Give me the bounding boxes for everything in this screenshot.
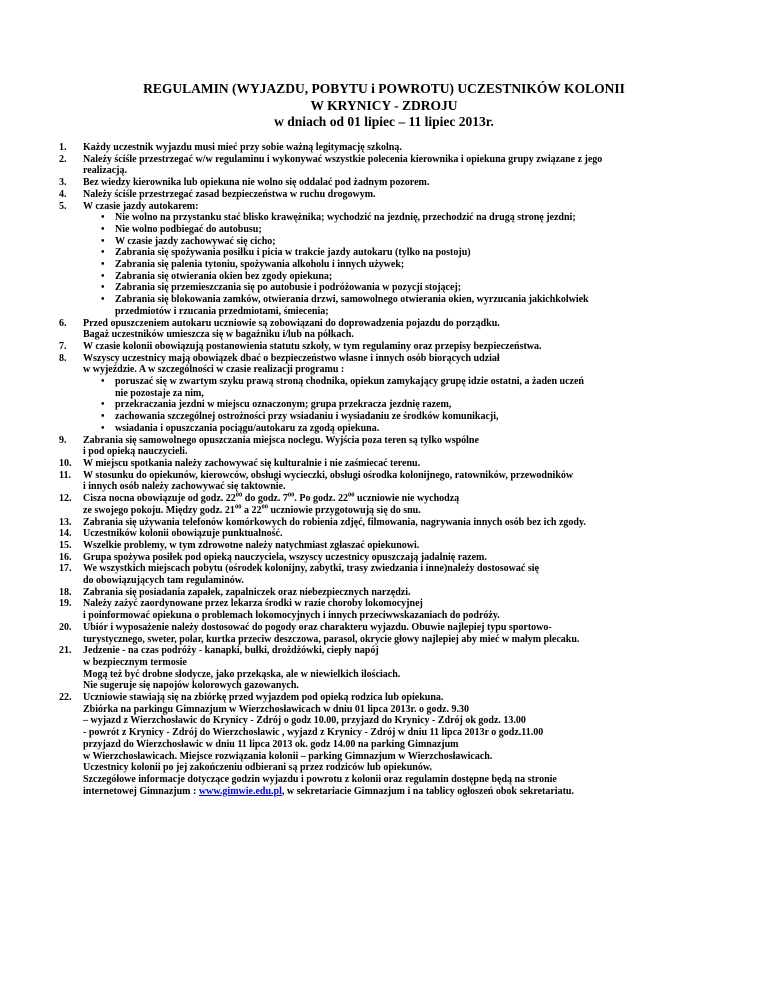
rule-text: Uczestników kolonii obowiązuje punktualność. [83, 528, 283, 540]
bullet-text: Zabrania się przemieszczania się po autobusie i podróżowania w pozycji stojącej; [115, 282, 462, 294]
rule-number: 6. [59, 317, 67, 329]
rule-text: W czasie kolonii obowiązują postanowienia statutu szkoły, w tym regulaminy oraz przepisy bezpieczeństwa. [83, 340, 542, 352]
rule-22-cont: w Wierzchosławicach. Miejsce rozwiązania kolonii – parking Gimnazjum w Wierzchosławicach. [83, 750, 493, 762]
rule-3 [59, 177, 739, 189]
rule-19-cont: i poinformować opiekuna o problemach lokomocyjnych i innych przeciwwskazaniach do podróży. [83, 610, 500, 622]
bullet-icon: • [101, 399, 105, 411]
bullet-cont: nie pozostaje za nim, [115, 387, 204, 399]
rule-number: 1. [59, 142, 67, 153]
rule-6 [59, 318, 739, 330]
rule-number: 17. [59, 563, 72, 575]
rule-15 [59, 540, 739, 552]
rule-21 [59, 645, 739, 657]
bullet-icon: • [101, 376, 105, 388]
rule-22-part: internetowej Gimnazjum : [83, 785, 199, 797]
rule-17-cont: do obowiązujących tam regulaminów. [83, 575, 244, 587]
bullet-item [59, 247, 739, 259]
rule-12-part: do godz. 7 [242, 493, 288, 505]
rule-text: Należy ściśle przestrzegać w/w regulaminu i wykonywać wszystkie polecenia kierownika i opiekuna grupy związane z jego [83, 153, 603, 165]
rule-20-cont: turystycznego, sweter, polar, kurtka przeciw deszczowa, parasol, okrycie głowy najlepiej aby mieć w małym plecaku. [83, 633, 580, 645]
bullet-text: Nie wolno na przystanku stać blisko krawężnika; wychodzić na jezdnię, przechodzić na drugą stronę jezdni; [115, 212, 576, 224]
rule-22-cont: Zbiórka na parkingu Gimnazjum w Wierzchosławicach w dniu 01 lipca 2013r. o godz. 9.30 [83, 703, 469, 715]
rule-text: W miejscu spotkania należy zachowywać się kulturalnie i nie zaśmiecać terenu. [83, 457, 421, 469]
rule-number: 7. [59, 340, 67, 352]
rule-text: W stosunku do opiekunów, kierowców, obsługi wycieczki, obsługi ośrodka kolonijnego, ratowników, przewodników [83, 469, 574, 481]
rule-9 [59, 435, 739, 447]
rule-22-cont: - powrót z Krynicy - Zdrój do Wierzchosławic , wyjazd z Krynicy - Zdrój w dniu 11 lipca 2013r o godz.11.00 [83, 727, 544, 739]
rule-text: Wszyscy uczestnicy mają obowiązek dbać o bezpieczeństwo własne i innych osób biorących udział [83, 352, 500, 364]
rule-text: Należy ściśle przestrzegać zasad bezpieczeństwa w ruchu drogowym. [83, 188, 376, 200]
bullet-icon: • [101, 411, 105, 423]
rule-text: W czasie jazdy autokarem: [83, 200, 199, 212]
rule-number: 12. [59, 493, 72, 505]
rule-number: 4. [59, 188, 67, 200]
rule-text: Przed opuszczeniem autokaru uczniowie są zobowiązani do doprowadzenia pojazdu do porządku. [83, 317, 500, 329]
bullet-text: Zabrania się spożywania posiłku i picia w trakcie jazdy autokaru (tylko na postoju) [115, 247, 471, 259]
rule-12-cont [59, 505, 739, 517]
rule-11-cont: i innych osób należy zachowywać się taktownie. [83, 481, 286, 493]
title-line-2: W KRYNICY - ZDROJU [310, 98, 458, 113]
bullet-item [59, 259, 739, 271]
rule-number: 18. [59, 586, 72, 598]
rule-number: 11. [59, 469, 71, 481]
rule-8 [59, 353, 739, 365]
bullet-cont: przedmiotów i rzucania przedmiotami, śmiecenia; [115, 305, 329, 317]
rule-number: 9. [59, 434, 67, 446]
rule-2 [59, 154, 739, 166]
rule-22-cont: Uczestnicy kolonii po jej zakończeniu odbierani są przez rodziców lub opiekunów. [83, 762, 432, 774]
rule-18 [59, 587, 739, 599]
rule-number: 14. [59, 528, 72, 540]
rule-number: 5. [59, 200, 67, 212]
rule-text: Zabrania się samowolnego opuszczania miejsca noclegu. Wyjścia poza teren są tylko wspólne [83, 434, 479, 446]
rule-12-part: ze swojego pokoju. Między godz. 21 [83, 504, 235, 516]
rule-number: 2. [59, 153, 67, 165]
rule-text: Zabrania się posiadania zapałek, zapalniczek oraz niebezpiecznych narzędzi. [83, 586, 411, 598]
rule-13 [59, 517, 739, 529]
rule-10 [59, 458, 739, 470]
title-line-1: REGULAMIN (WYJAZDU, POBYTU i POWROTU) UCZESTNIKÓW KOLONII [143, 81, 625, 96]
rule-number: 3. [59, 177, 67, 189]
rule-22-cont [59, 786, 739, 798]
bullet-item [59, 236, 739, 248]
rule-4 [59, 189, 739, 201]
rule-text: Uczniowie stawiają się na zbiórkę przed wyjazdem pod opieką rodzica lub opiekuna. [83, 692, 444, 704]
rule-22-cont: – wyjazd z Wierzchosławic do Krynicy - Zdrój o godz 10.00, przyjazd do Krynicy - Zdrój ok godz. 13.00 [83, 715, 526, 727]
rule-22-part: , w sekretariacie Gimnazjum i na tablicy ogłoszeń obok sekretariatu. [281, 785, 574, 797]
bullet-item [59, 294, 739, 306]
bullet-text: wsiadania i opuszczania pociągu/autokaru za zgodą opiekuna. [115, 422, 380, 434]
rule-12-part: a 22 [241, 504, 262, 516]
rule-9-cont: i pod opieką nauczycieli. [83, 446, 188, 458]
rule-21-cont: w bezpiecznym termosie [83, 656, 187, 668]
rule-text: Każdy uczestnik wyjazdu musi mieć przy sobie ważną legitymację szkolną. [83, 142, 402, 153]
bullet-icon: • [101, 223, 105, 235]
rule-20 [59, 622, 739, 634]
rule-text: Jedzenie - na czas podróży - kanapki, bułki, drożdżówki, ciepły napój [83, 645, 379, 657]
rule-16 [59, 552, 739, 564]
bullet-item [59, 423, 739, 435]
rule-text: Wszelkie problemy, w tym zdrowotne należy natychmiast zgłaszać opiekunowi. [83, 539, 420, 551]
bullet-icon: • [101, 235, 105, 247]
bullet-icon: • [101, 259, 105, 271]
rule-text [83, 493, 739, 505]
rule-number: 8. [59, 352, 67, 364]
rule-1 [59, 142, 739, 154]
rules-list [59, 142, 739, 797]
rule-number: 22. [59, 692, 72, 704]
rule-22-cont: przyjazd do Wierzchosławic w dniu 11 lipca 2013 ok. godz 14.00 na parking Gimnazjum [83, 738, 459, 750]
rule-number: 13. [59, 516, 72, 528]
rule-7 [59, 341, 739, 353]
rule-number: 16. [59, 551, 72, 563]
superscript: 00 [261, 503, 268, 511]
bullet-text: Zabrania się palenia tytoniu, spożywania alkoholu i innych używek; [115, 259, 405, 271]
rule-number: 15. [59, 539, 72, 551]
rule-5 [59, 201, 739, 213]
rule-12-part: Cisza nocna obowiązuje od godz. 22 [83, 493, 236, 505]
rule-12-part: uczniowie przygotowują się do snu. [267, 504, 421, 516]
bullet-item [59, 399, 739, 411]
bullet-icon: • [101, 422, 105, 434]
rule-number: 10. [59, 457, 72, 469]
bullet-item [59, 411, 739, 423]
rule-8-cont: w wyjeździe. A w szczególności w czasie realizacji programu : [83, 364, 345, 376]
rule-number: 21. [59, 645, 72, 657]
rule-2-cont: realizacją. [83, 165, 127, 177]
bullet-icon: • [101, 294, 105, 306]
bullet-item [59, 376, 739, 388]
superscript: 00 [287, 491, 295, 499]
rule-12-part: uczniowie nie wychodzą [354, 493, 460, 505]
rule-19 [59, 598, 739, 610]
title-line-3: w dniach od 01 lipiec – 11 lipiec 2013r. [274, 114, 494, 129]
rule-text: Ubiór i wyposażenie należy dostosować do pogody oraz charakteru wyjazdu. Obuwie najlepiej typu sportowo- [83, 621, 552, 633]
bullet-icon: • [101, 282, 105, 294]
bullet-item [59, 271, 739, 283]
superscript: 00 [235, 491, 243, 499]
bullet-icon: • [101, 270, 105, 282]
bullet-item [59, 224, 739, 236]
bullet-text: przekraczania jezdni w miejscu oznaczonym; grupa przekracza jezdnię razem, [115, 399, 452, 411]
bullet-icon: • [101, 247, 105, 259]
rule-12 [59, 493, 739, 505]
bullet-item [59, 212, 739, 224]
bullet-text: Nie wolno podbiegać do autobusu; [115, 223, 262, 235]
rule-17 [59, 563, 739, 575]
rule-6-cont: Bagaż uczestników umieszcza się w bagażniku i/lub na półkach. [83, 329, 354, 341]
rule-text: Zabrania się używania telefonów komórkowych do robienia zdjęć, filmowania, nagrywania innych osób bez ich zgody. [83, 516, 586, 528]
rule-number: 20. [59, 621, 72, 633]
bullet-text: poruszać się w zwartym szyku prawą stroną chodnika, opiekun zamykający grupę idzie ostatni, a żaden uczeń [115, 376, 584, 388]
bullet-text: Zabrania się otwierania okien bez zgody opiekuna; [115, 270, 333, 282]
rule-text: Bez wiedzy kierownika lub opiekuna nie wolno się oddalać pod żadnym pozorem. [83, 177, 430, 189]
rule-number: 19. [59, 598, 72, 610]
superscript: 00 [234, 503, 242, 511]
rule-12-part: . Po godz. 22 [294, 493, 348, 505]
bullet-item [59, 282, 739, 294]
rule-22-cont: Szczegółowe informacje dotyczące godzin wyjazdu i powrotu z kolonii oraz regulamin dostępne będą na stronie [83, 773, 557, 785]
bullet-text: W czasie jazdy zachowywać się cicho; [115, 235, 276, 247]
rule-text: Grupa spożywa posiłek pod opieką nauczyciela, wszyscy uczestnicy opuszczają jadalnię razem. [83, 551, 487, 563]
bullet-text: zachowania szczególnej ostrożności przy wsiadaniu i wysiadaniu ze środków komunikacji, [115, 411, 499, 423]
rule-14 [59, 528, 739, 540]
rule-21-cont: Mogą też być drobne słodycze, jako przekąska, ale w niewielkich ilościach. [83, 668, 401, 680]
bullet-icon: • [101, 212, 105, 224]
rule-11 [59, 470, 739, 482]
website-link[interactable]: www.gimwie.edu.pl [198, 785, 282, 797]
rule-text: Należy zażyć zaordynowane przez lekarza środki w razie choroby lokomocyjnej [83, 598, 423, 610]
rule-21-cont: Nie sugeruje się napojów kolorowych gazowanych. [83, 680, 299, 692]
superscript: 00 [347, 491, 355, 499]
bullet-text: Zabrania się blokowania zamków, otwierania drzwi, samowolnego otwierania okien, wyrzucania jakichkolwiek [115, 294, 589, 306]
rule-22 [59, 692, 739, 704]
rule-text: We wszystkich miejscach pobytu (ośrodek kolonijny, zabytki, trasy zwiedzania i inne)należy dostosować się [83, 563, 539, 575]
